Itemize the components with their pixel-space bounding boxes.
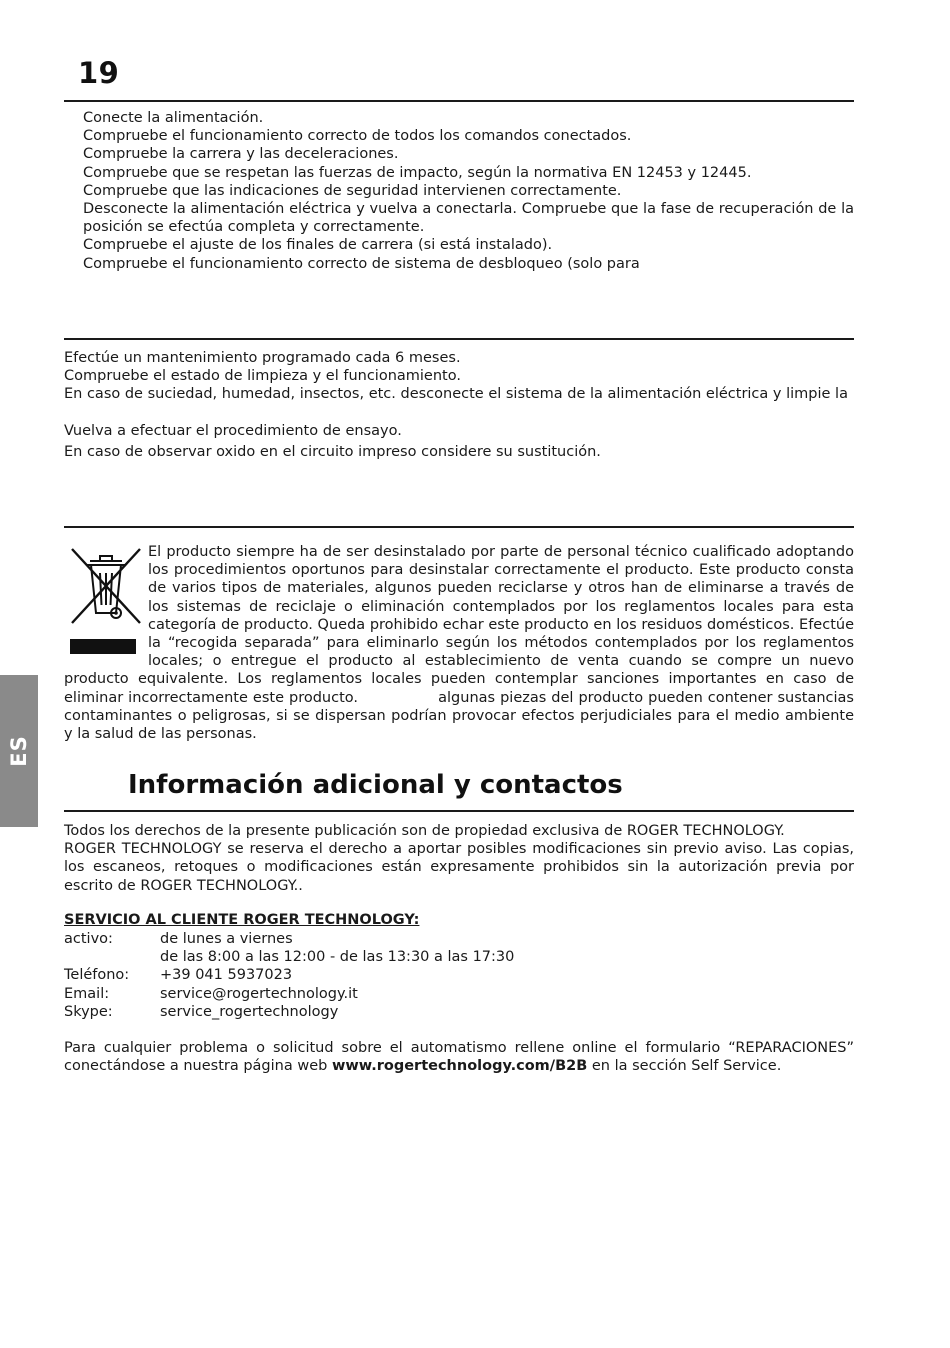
divider [64,338,854,340]
rights-line: Todos los derechos de la presente publicación son de propiedad exclusiva de ROGER TECHNOLOGY. [64,823,785,839]
divider [64,100,854,102]
checklist-item: Compruebe la carrera y las deceleraciones. [83,146,399,163]
rights-line: ROGER TECHNOLOGY se reserva el derecho a aportar posibles modificaciones sin previo aviso. Las copias, los escaneos, retoques o modificaciones están expresamente prohibidos sin la autorización previa por escrito de ROGER TECHNOLOGY.. [64,841,854,894]
page-number: 19 [78,56,120,90]
contact-row [64,1003,514,1021]
contact-label [64,948,160,966]
contact-label: Email: [64,985,110,1002]
skype-value: service_rogertechnology [160,1003,339,1020]
repairs-text [64,1039,854,1075]
phone-value: +39 041 5937023 [160,967,293,984]
section-heading: Información adicional y contactos [128,770,623,800]
language-tab [0,675,38,827]
service-title: SERVICIO AL CLIENTE ROGER TECHNOLOGY: [64,912,420,928]
contact-label: Skype: [64,1003,113,1020]
checklist-item: Compruebe el funcionamiento correcto de todos los comandos conectados. [83,128,632,145]
contact-value: de lunes a viernes [160,931,293,947]
b2b-link: www.rogertechnology.com/B2B [331,1058,588,1075]
contact-label: Teléfono: [64,967,130,984]
disposal-section [64,543,859,743]
contact-row [64,985,514,1003]
contact-value: de las 8:00 a las 12:00 - de las 13:30 a las 17:30 [160,949,515,966]
checklist-item: Compruebe que se respetan las fuerzas de impacto, según la normativa EN 12453 y 12445. [83,164,752,181]
checklist-item: Compruebe que las indicaciones de seguridad intervienen correctamente. [83,182,622,199]
maintenance-line: Efectúe un mantenimiento programado cada 6 meses. [64,350,461,366]
repairs-text-start: Para cualquier problema o solicitud sobre el automatismo rellene online el formulario “REPARACIONES” conectándose a nuestra página web [64,1040,854,1075]
checklist-item: Conecte la alimentación. [83,110,264,126]
repairs-notice [64,1039,854,1075]
email-value: service@rogertechnology.it [160,985,358,1002]
maintenance-section [64,349,854,461]
checklist-item: Compruebe el ajuste de los finales de carrera (si está instalado). [83,237,553,254]
crossed-out-wheeled-bin-icon [64,543,146,665]
contact-label: activo: [64,931,113,947]
divider [64,810,854,812]
language-tab-label: ES [7,735,31,767]
checklist-item: Desconecte la alimentación eléctrica y vuelva a conectarla. Compruebe que la fase de recuperación de la posición se efectúa completa y correctamente. [83,201,854,236]
contact-row [64,948,514,966]
maintenance-line: En caso de observar oxido en el circuito impreso considere su sustitución. [64,443,601,460]
divider [64,526,854,528]
bin-underline-bar [70,639,136,654]
maintenance-line: Compruebe el estado de limpieza y el funcionamiento. [64,368,461,385]
repairs-text-end: en la sección Self Service. [587,1058,782,1075]
test-checklist [83,109,854,273]
contact-row [64,966,514,984]
rights-notice [64,822,854,895]
disposal-text: El producto siempre ha de ser desinstalado por parte de personal técnico cualificado adoptando los procedimientos oportunos para desinstalar correctamente el producto. Este producto consta de varios tipos de materiales, algunos pueden reciclarse y otros han de eliminarse a través de los sistemas de reciclaje o eliminación contemplados por los reglamentos locales para esta categoría de producto. Queda prohibido echar este producto en los residuos domésticos. Efectúe la “recogida separada” para eliminarlo según los métodos contemplados por los reglamentos locales; o entregue el producto al establecimiento de venta cuando se compre un nuevo producto equivalente. Los reglamentos locales pueden contemplar sanciones importantes en caso de eliminar incorrectamente este producto. algunas piezas del producto pueden contener sustancias contaminantes o peligrosas, si se dispersan podrían provocar efectos perjudiciales para el medio ambiente y la salud de las personas. [64,544,859,743]
maintenance-line: En caso de suciedad, humedad, insectos, etc. desconecte el sistema de la alimentación eléctrica y limpie la [64,386,848,403]
maintenance-line: Vuelva a efectuar el procedimiento de ensayo. [64,422,402,439]
checklist-item: Compruebe el funcionamiento correcto de sistema de desbloqueo (solo para [83,255,640,272]
contact-row [64,930,514,948]
service-contacts [64,930,514,1021]
